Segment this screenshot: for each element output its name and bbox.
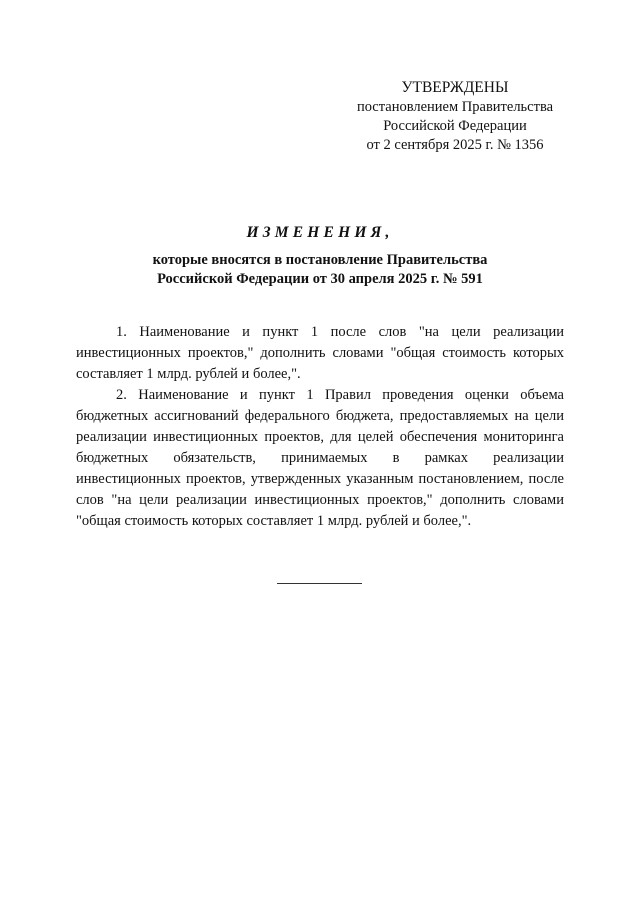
paragraph-2: 2. Наименование и пункт 1 Правил проведения оценки объема бюджетных ассигнований федерального бюджета, предоставляемых на цели реализации инвестиционных проектов, для целей обеспечения мониторинга бюджетных обязательств, принимаемых в рамках реализации инвестиционных проектов, утвержденных указанным постановлением, после слов "на цели реализации инвестиционных проектов," дополнить словами "общая стоимость которых составляет 1 млрд. рублей и более,". (76, 387, 564, 529)
approval-heading: УТВЕРЖДЕНЫ (401, 79, 509, 96)
document-title: ИЗМЕНЕНИЯ, (246, 224, 394, 241)
subtitle-line-2: Российской Федерации от 30 апреля 2025 г. № 591 (157, 271, 483, 287)
approval-line-1: постановлением Правительства (356, 99, 554, 115)
document-body (76, 322, 564, 532)
closing-divider (277, 583, 362, 584)
paragraph-1: 1. Наименование и пункт 1 после слов "на цели реализации инвестиционных проектов," дополнить словами "общая стоимость которых составляет 1 млрд. рублей и более,". (76, 324, 564, 382)
subtitle-line-1: которые вносятся в постановление Правительства (152, 252, 488, 268)
approval-line-3: от 2 сентября 2025 г. № 1356 (366, 137, 544, 153)
approval-line-2: Российской Федерации (383, 118, 527, 134)
approval-stamp (330, 78, 580, 155)
document-subtitle (70, 251, 570, 289)
